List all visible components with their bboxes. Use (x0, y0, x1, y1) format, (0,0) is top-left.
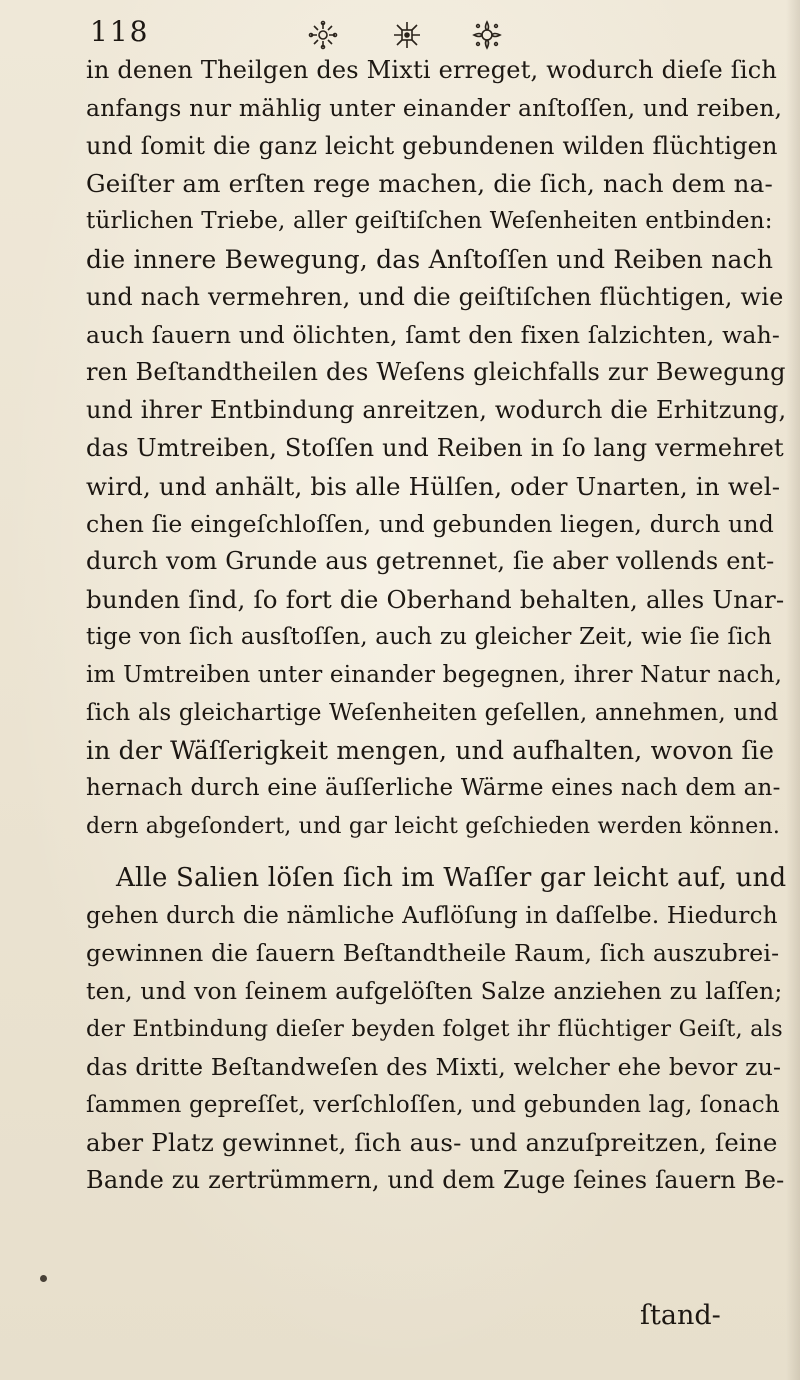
text-line: dern abgeſondert, und gar leicht geſchieden werden können. (86, 813, 781, 839)
text-line: das dritte Beſtandweſen des Mixti, welcher ehe bevor zu- (86, 1052, 782, 1081)
fleuron-icon (308, 20, 338, 50)
text-line: gehen durch die nämliche Auflöſung in daſſelbe. Hiedurch (86, 902, 778, 929)
text-line: und ihrer Entbindung anreitzen, wodurch die Erhitzung, (86, 396, 787, 425)
fleuron-icon (472, 20, 502, 50)
text-line: ren Beſtandtheilen des Weſens gleichfalls zur Bewegung (86, 358, 786, 387)
fleuron-icon (392, 20, 422, 50)
text-line: bunden ſind, ſo fort die Oberhand behalten, alles Unar- (86, 585, 785, 615)
text-line: in denen Theilgen des Mixti erreget, wodurch dieſe ſich (86, 56, 778, 84)
text-line: die innere Bewegung, das Anſtoſſen und Reiben nach (86, 244, 774, 274)
page-header (90, 12, 710, 56)
ink-speck (40, 1275, 47, 1282)
text-line: tige von ſich ausſtoſſen, auch zu gleicher Zeit, wie ſie ſich (86, 623, 772, 650)
text-line: hernach durch eine äuſſerliche Wärme eines nach dem an- (86, 775, 781, 802)
text-line: aber Platz gewinnet, ſich aus- und anzuſpreitzen, ſeine (86, 1128, 778, 1158)
text-line: ſammen gepreſſet, verſchloſſen, und gebunden lag, ſonach (86, 1091, 780, 1118)
page-number: 118 (90, 15, 150, 48)
page-edge-shadow (786, 0, 800, 1380)
text-line: ten, und von ſeinem aufgelöſten Salze anziehen zu laſſen; (86, 977, 783, 1006)
text-line: ſich als gleichartige Weſenheiten geſellen, annehmen, und (86, 699, 779, 726)
text-line: der Entbindung dieſer beyden folget ihr flüchtiger Geiſt, als (86, 1015, 783, 1042)
text-line: türlichen Triebe, aller geiſtiſchen Weſenheiten entbinden: (86, 208, 773, 235)
text-line: Bande zu zertrümmern, und dem Zuge ſeines ſauern Be- (86, 1166, 785, 1195)
text-line: durch vom Grunde aus getrennet, ſie aber vollends ent- (86, 547, 775, 576)
body-text (86, 52, 786, 1200)
paragraph-2 (86, 860, 786, 1200)
text-line: anfangs nur mählig unter einander anſtoſſen, und reiben, (86, 93, 783, 122)
text-line: auch ſauern und ölichten, ſamt den fixen ſalzichten, wah- (86, 320, 781, 349)
text-line: im Umtreiben unter einander begegnen, ihrer Natur nach, (86, 661, 783, 688)
paragraph-1 (86, 52, 786, 846)
catchword: ſtand- (640, 1300, 721, 1331)
text-line: und ſomit die ganz leicht gebundenen wilden flüchtigen (86, 131, 778, 160)
text-line: chen ſie eingeſchloſſen, und gebunden liegen, durch und (86, 509, 775, 538)
text-line: und nach vermehren, und die geiſtiſchen flüchtigen, wie (86, 282, 784, 311)
text-line: wird, und anhält, bis alle Hülſen, oder Unarten, in wel- (86, 471, 781, 501)
text-line: in der Wäſſerigkeit mengen, und aufhalten, wovon ſie (86, 736, 775, 766)
text-line: Alle Salien löſen ſich im Waſſer gar leicht auf, und (116, 862, 787, 893)
text-line: Geiſter am erſten rege machen, die ſich, nach dem na- (86, 169, 773, 199)
text-line: gewinnen die ſauern Beſtandtheile Raum, ſich auszubrei- (86, 939, 780, 968)
paragraph-gap (86, 846, 786, 860)
text-line: das Umtreiben, Stoſſen und Reiben in ſo lang vermehret (86, 433, 784, 462)
